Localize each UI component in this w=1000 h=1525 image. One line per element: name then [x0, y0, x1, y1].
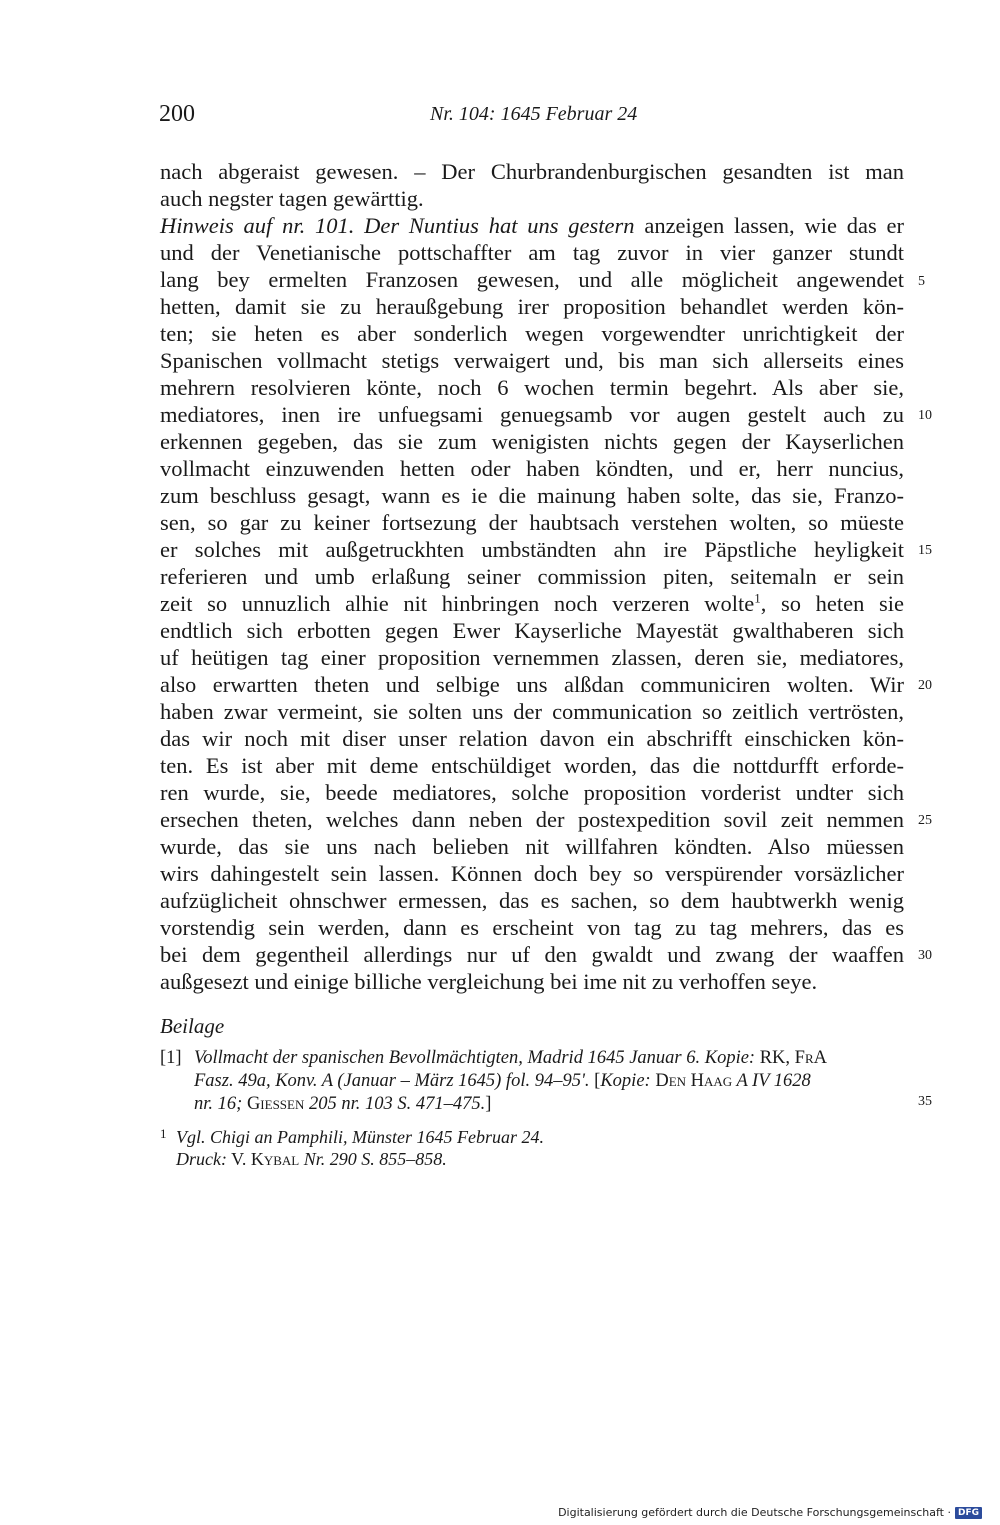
text-line: erkennen gegeben, das sie zum wenigisten nichts gegen der Kayserlichen	[160, 429, 904, 454]
text-line: aufzüglicheit ohnschwer ermessen, das es sachen, so dem haubtwerkh wenig	[160, 888, 904, 913]
text-line	[160, 212, 904, 239]
text-fragment: Nr. 290 S. 855–858.	[299, 1149, 447, 1169]
text-line: lang bey ermelten Franzosen gewesen, und alle möglicheit angewendet	[160, 267, 904, 292]
text-fragment: Druck:	[176, 1149, 227, 1169]
text-fragment: A IV 1628	[732, 1071, 811, 1091]
author-name: Kybal	[250, 1149, 300, 1169]
text-line: referieren und umb erlaßung seiner commission piten, seitemaln er sein	[160, 564, 904, 589]
text-line: auch negster tagen gewärttig.	[160, 186, 424, 211]
text-line: vollmacht einzuwenden hetten oder haben köndten, und er, herr nuncius,	[160, 456, 904, 481]
text-line: ten. Es ist aber mit deme entschüldiget worden, das die nottdurfft erforde-	[160, 753, 904, 778]
text-line: und der Venetianische pottschaffter am tag zuvor in vier ganzer stundt	[160, 240, 904, 265]
text-line: bei dem gegentheil allerdings nur uf den gwaldt und zwang der waaffen	[160, 942, 904, 967]
text-line: hetten, damit sie zu heraußgebung irer proposition behandlet werden kön-	[160, 294, 904, 319]
text-line: mehrern resolvieren könte, noch 6 wochen termin begehrt. Als aber sie,	[160, 375, 904, 400]
text-line	[160, 590, 904, 617]
text-line: ren wurde, sie, beede mediatores, solche proposition vorderist undter sich	[160, 780, 904, 805]
text-line: nach abgeraist gewesen. – Der Churbrandenburgischen gesandten ist man	[160, 159, 904, 184]
line-number: 15	[918, 543, 932, 558]
text-fragment: , so heten sie	[760, 591, 904, 616]
text-line: uf heütigen tag einer proposition vernemmen zlassen, deren sie, mediatores,	[160, 645, 904, 670]
line-number: 35	[918, 1094, 932, 1109]
text-line: ten; sie heten es aber sonderlich wegen vorgewendter unrichtigkeit der	[160, 321, 904, 346]
text-line: vorstendig sein werden, dann es erscheint von tag zu tag mehrers, das es	[160, 915, 904, 940]
line-number: 20	[918, 678, 932, 693]
text-fragment: anzeigen lassen, wie das er	[634, 213, 904, 238]
text-fragment: V.	[226, 1149, 251, 1169]
archive-name: Giessen	[242, 1094, 305, 1114]
digitization-credit	[558, 1506, 982, 1519]
text-line: mediatores, inen ire unfuegsami genuegsamb vor augen gestelt auch zu	[160, 402, 904, 427]
text-line: wurde, das sie uns nach belieben nit willfahren köndten. Also müessen	[160, 834, 904, 859]
page-number: 200	[159, 101, 195, 127]
appendix-line	[194, 1069, 811, 1093]
text-line: er solches mit außgetruckhten umbständten ahn ire Päpstliche heyligkeit	[160, 537, 904, 562]
appendix-line	[194, 1092, 491, 1116]
text-line: sen, so gar zu keiner fortsezung der haubtsach verstehen wolten, so müeste	[160, 510, 904, 535]
line-number: 30	[918, 948, 932, 963]
running-title: Nr. 104: 1645 Februar 24	[430, 103, 638, 125]
text-line: Spanischen vollmacht stetigs verwaigert und, bis man sich allerseits eines	[160, 348, 904, 373]
footnote-reference: 1	[754, 590, 761, 606]
text-line: ersechen theten, welches dann neben der postexpedition sovil zeit nemmen	[160, 807, 904, 832]
credit-text: Digitalisierung gefördert durch die Deutsche Forschungsgemeinschaft ·	[558, 1506, 951, 1519]
text-line: haben zwar vermeint, sie solten uns der communication so zeitlich vertrösten,	[160, 699, 904, 724]
text-fragment: Fasz. 49a, Konv. A (Januar – März 1645) fol. 94–95'.	[194, 1071, 590, 1091]
text-line: zum beschluss gesagt, wann es ie die mainung haben solte, das sie, Franzo-	[160, 483, 904, 508]
text-fragment: Kopie:	[600, 1071, 651, 1091]
text-fragment: zeit so unnuzlich alhie nit hinbringen noch verzeren wolte	[160, 591, 755, 616]
footnote-mark: 1	[160, 1126, 167, 1141]
text-fragment: 205 nr. 103 S. 471–475.	[304, 1094, 486, 1114]
text-line: endtlich sich erbotten gegen Ewer Kayserliche Mayestät gwalthaberen sich	[160, 618, 904, 643]
text-fragment: RK,	[755, 1048, 795, 1068]
text-line: außgesezt und einige billiche vergleichung bei ime nit zu verhoffen seye.	[160, 969, 818, 994]
appendix-description: Vollmacht der spanischen Bevollmächtigten, Madrid 1645 Januar 6. Kopie:	[194, 1048, 756, 1068]
archive-abbrev: FrA	[794, 1048, 827, 1068]
appendix-line	[194, 1046, 827, 1070]
dfg-logo: DFG	[955, 1507, 982, 1519]
archive-name: Den Haag	[650, 1071, 733, 1091]
text-line: also erwartten theten und selbige uns alßdan communiciren wolten. Wir	[160, 672, 904, 697]
appendix-item-mark: [1]	[160, 1048, 182, 1068]
footnote-line: Vgl. Chigi an Pamphili, Münster 1645 Februar 24.	[176, 1127, 544, 1147]
editorial-summary: Hinweis auf nr. 101. Der Nuntius hat uns gestern	[160, 213, 635, 238]
text-fragment: [	[589, 1071, 601, 1091]
line-number: 5	[918, 274, 925, 289]
footnote-line	[176, 1147, 447, 1171]
text-fragment: ]	[485, 1094, 492, 1114]
text-line: wirs dahingestelt sein lassen. Können doch bey so verspürender vorsäzlicher	[160, 861, 904, 886]
line-number: 25	[918, 813, 932, 828]
text-fragment: nr. 16;	[194, 1094, 243, 1114]
appendix-heading: Beilage	[160, 1014, 225, 1038]
line-number: 10	[918, 408, 932, 423]
text-line: das wir noch mit diser unser relation davon ein abschrifft einschicken kön-	[160, 726, 904, 751]
